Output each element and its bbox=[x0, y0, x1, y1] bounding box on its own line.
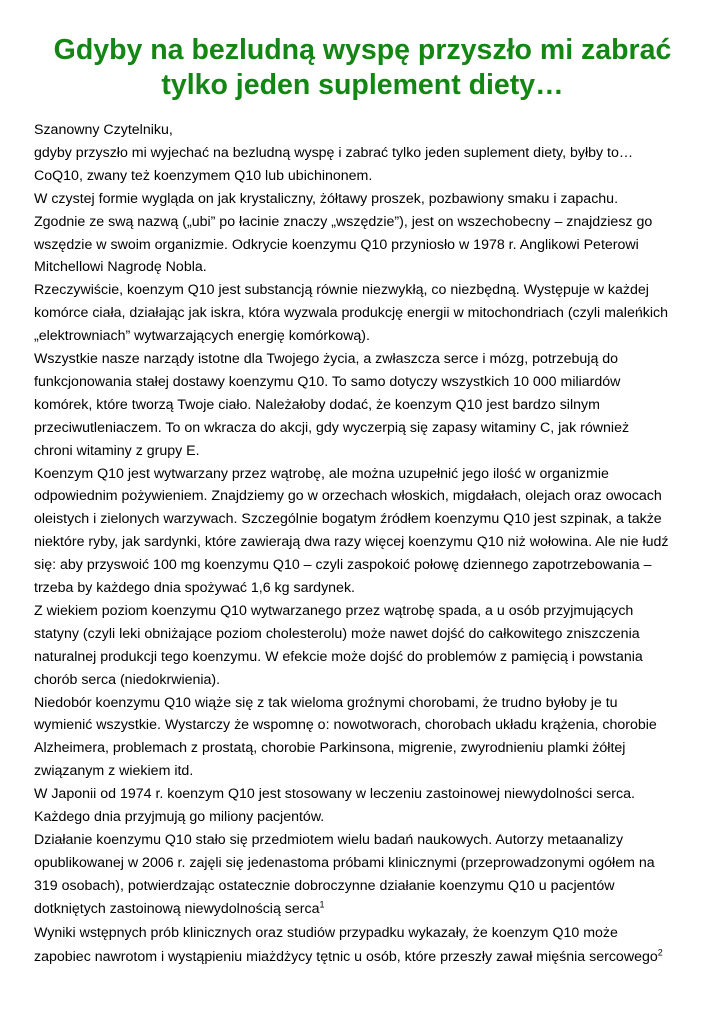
text-line: Wszystkie nasze narządy istotne dla Twojego życia, a zwłaszcza serce i mózg, potrzebują do bbox=[34, 351, 619, 367]
text-line: komórek, które tworzą Twoje ciało. Należałoby dodać, że koenzym Q10 jest bardzo silnym bbox=[34, 396, 600, 413]
text-line: W Japonii od 1974 r. koenzym Q10 jest stosowany w leczeniu zastoinowej niewydolności serca. bbox=[34, 786, 635, 803]
text-line: CoQ10, zwany też koenzymem Q10 lub ubichinonem. bbox=[34, 167, 373, 184]
text-line: „elektrowniach” wytwarzających energię komórkową). bbox=[34, 328, 370, 345]
text-line: zapobiec nawrotom i wystąpieniu miażdżycy tętnic u osób, które przeszły zawał mięśnia sercowego bbox=[34, 948, 658, 965]
text-line: statyny (czyli leki obniżające poziom cholesterolu) może nawet dojść do całkowitego zniszczenia bbox=[34, 625, 640, 642]
title-line-2: tylko jeden suplement diety… bbox=[161, 69, 564, 101]
text-line: opublikowanej w 2006 r. zajęli się jedenastoma próbami klinicznymi (przeprowadzonymi ogółem na bbox=[34, 854, 655, 871]
title-line-1: Gdyby na bezludną wyspę przyszło mi zabrać bbox=[53, 34, 672, 66]
text-line: W czystej formie wygląda on jak krystaliczny, żółtawy proszek, pozbawiony smaku i zapachu. bbox=[34, 190, 619, 207]
text-line: Działanie koenzymu Q10 stało się przedmiotem wielu badań naukowych. Autorzy metaanalizy bbox=[34, 831, 624, 848]
text-line: Alzheimera, problemach z prostatą, chorobie Parkinsona, migrenie, zwyrodnieniu plamki żółtej bbox=[34, 740, 626, 757]
text-line: dotkniętych zastoinową niewydolnością serca bbox=[34, 901, 320, 917]
text-line: komórce ciała, działając jak iskra, która wyzwala produkcję energii w mitochondriach (czyli maleńkich bbox=[34, 305, 668, 322]
text-line: Z wiekiem poziom koenzymu Q10 wytwarzanego przez wątrobę spada, a u osób przyjmujących bbox=[34, 602, 634, 619]
text-line: związanym z wiekiem itd. bbox=[34, 763, 194, 780]
text-line: przeciwutleniaczem. To on wkracza do akcji, gdy wyczerpią się zapasy witaminy C, jak również bbox=[34, 419, 630, 436]
text-line: Wyniki wstępnych prób klinicznych oraz studiów przypadku wykazały, że koenzym Q10 może bbox=[34, 925, 618, 941]
text-line: Mitchellowi Nagrodę Nobla. bbox=[34, 259, 207, 276]
text-line: Koenzym Q10 jest wytwarzany przez wątrobę, ale można uzupełnić jego ilość w organizmie bbox=[34, 465, 609, 482]
text-line-with-footnote bbox=[34, 900, 325, 918]
text-line: Rzeczywiście, koenzym Q10 jest substancją równie niezwykłą, co niezbędną. Występuje w każdej bbox=[34, 282, 649, 299]
text-line: odpowiednim pożywieniem. Znajdziemy go w orzechach włoskich, migdałach, olejach oraz owocach bbox=[34, 488, 662, 505]
text-line: Niedobór koenzymu Q10 wiąże się z tak wieloma groźnymi chorobami, że trudno byłoby je tu bbox=[34, 694, 618, 711]
text-line: gdyby przyszło mi wyjechać na bezludną wyspę i zabrać tylko jeden suplement diety, byłby to… bbox=[34, 144, 634, 161]
text-line: niektóre ryby, jak sardynki, które zawierają dwa razy więcej koenzymu Q10 niż wołowina. Ale nie łudź bbox=[34, 534, 669, 551]
text-line: Każdego dnia przyjmują go miliony pacjentów. bbox=[34, 809, 325, 825]
footnote-marker-1: 1 bbox=[319, 899, 325, 910]
text-line: chorób serca (niedokrwienia). bbox=[34, 671, 221, 688]
text-line: trzeba by każdego dnia spożywać 1,6 kg sardynek. bbox=[34, 580, 355, 596]
text-line: naturalnej produkcji tego koenzymu. W efekcie może dojść do problemów z pamięcią i powstania bbox=[34, 648, 643, 665]
text-line: wymienić wszystkie. Wystarczy że wspomnę o: nowotworach, chorobach układu krążenia, chorobie bbox=[34, 717, 657, 734]
text-line: chroni witaminy z grupy E. bbox=[34, 442, 200, 459]
text-line: Zgodnie ze swą nazwą („ubi” po łacinie znaczy „wszędzie”), jest on wszechobecny – znajdziesz go bbox=[34, 213, 653, 230]
text-line: 319 osobach), potwierdzając ostatecznie dobroczynne działanie koenzymu Q10 u pacjentów bbox=[34, 877, 615, 894]
text-line: funkcjonowania stałej dostawy koenzymu Q10. To samo dotyczy wszystkich 10 000 miliardów bbox=[34, 373, 621, 390]
text-line-with-footnote bbox=[34, 948, 663, 966]
text-line: się: aby przyswoić 100 mg koenzymu Q10 – czyli zaspokoić połowę dziennego zapotrzebowania – bbox=[34, 557, 652, 574]
page-title bbox=[20, 33, 705, 103]
text-line: Szanowny Czytelniku, bbox=[34, 122, 173, 138]
text-line: wszędzie w swoim organizmie. Odkrycie koenzymu Q10 przyniosło w 1978 r. Anglikowi Peterowi bbox=[34, 236, 639, 253]
footnote-marker-2: 2 bbox=[657, 946, 663, 957]
text-line: oleistych i zielonych warzywach. Szczególnie bogatym źródłem koenzymu Q10 jest szpinak, a także bbox=[34, 511, 662, 528]
